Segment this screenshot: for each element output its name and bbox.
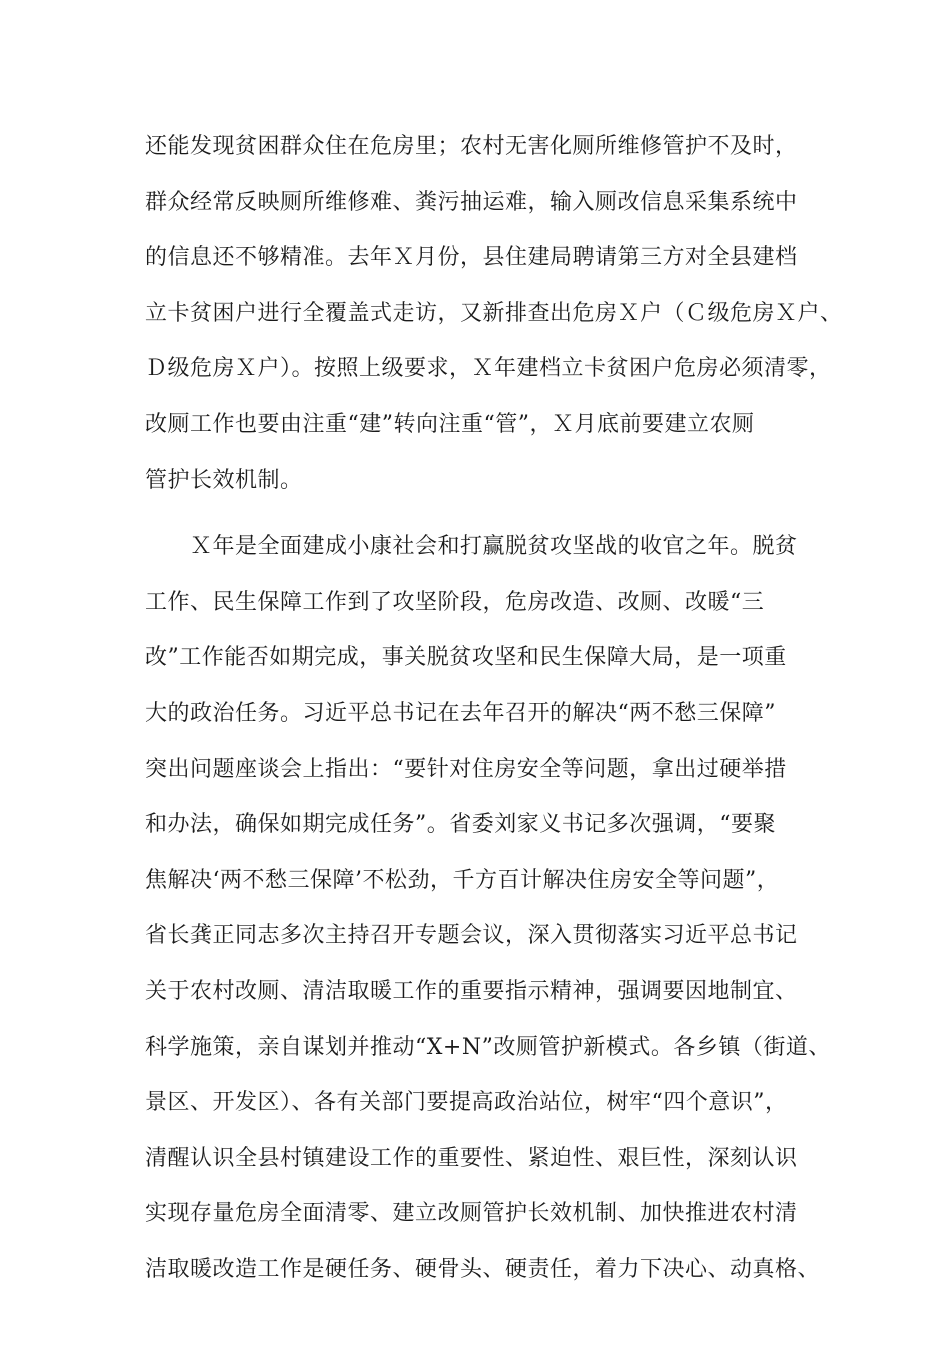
text-line: 关于农村改厕、清洁取暖工作的重要指示精神，强调要因地制宜、 (145, 978, 798, 1004)
text-line: 科学施策，亲自谋划并推动“X+N”改厕管护新模式。各乡镇（街道、 (145, 1034, 831, 1060)
text-line: 工作、民生保障工作到了攻坚阶段，危房改造、改厕、改暖“三 (145, 589, 765, 615)
text-line: 清醒认识全县村镇建设工作的重要性、紧迫性、艰巨性，深刻认识 (145, 1145, 798, 1171)
text-line: 群众经常反映厕所维修难、粪污抽运难，输入厕改信息采集系统中 (145, 189, 798, 215)
paragraph-spacer (145, 522, 835, 533)
text-line: 和办法，确保如期完成任务”。省委刘家义书记多次强调，“要聚 (145, 812, 776, 838)
text-line: 实现存量危房全面清零、建立改厕管护长效机制、加快推进农村清 (145, 1201, 798, 1227)
text-line: 焦解决‘两不愁三保障’不松劲，千方百计解决住房安全等问题”， (145, 867, 780, 893)
text-line: 景区、开发区）、各有关部门要提高政治站位，树牢“四个意识”， (145, 1090, 788, 1116)
text-line: 改厕工作也要由注重“建”转向注重“管”，Ｘ月底前要建立农厕 (145, 411, 755, 437)
text-line: 大的政治任务。习近平总书记在去年召开的解决“两不愁三保障” (145, 700, 776, 726)
text-line: 还能发现贫困群众住在危房里；农村无害化厕所维修管护不及时， (145, 134, 798, 159)
text-line: 立卡贫困户进行全覆盖式走访，又新排查出危房Ｘ户（Ｃ级危房Ｘ户、 (145, 300, 843, 326)
paragraph (145, 133, 843, 495)
text-line: 突出问题座谈会上指出：“要针对住房安全等问题，拿出过硬举措 (145, 756, 787, 782)
text-line (145, 1311, 835, 1339)
text-line: 改”工作能否如期完成，事关脱贫攻坚和民生保障大局，是一项重 (145, 645, 787, 671)
text-line: Ｘ年是全面建成小康社会和打赢脱贫攻坚战的收官之年。脱贫 (145, 534, 798, 560)
paragraph (145, 533, 835, 1339)
body-text (145, 133, 843, 1367)
text-line: 的信息还不够精准。去年Ｘ月份，县住建局聘请第三方对全县建档 (145, 245, 798, 271)
text-line: 省长龚正同志多次主持召开专题会议，深入贯彻落实习近平总书记 (145, 923, 798, 949)
text-line: Ｄ级危房Ｘ户）。按照上级要求，Ｘ年建档立卡贫困户危房必须清零， (145, 356, 832, 382)
text-line: 洁取暖改造工作是硬任务、硬骨头、硬责任，着力下决心、动真格、 (145, 1256, 821, 1282)
text-line: 管护长效机制。 (145, 467, 303, 493)
